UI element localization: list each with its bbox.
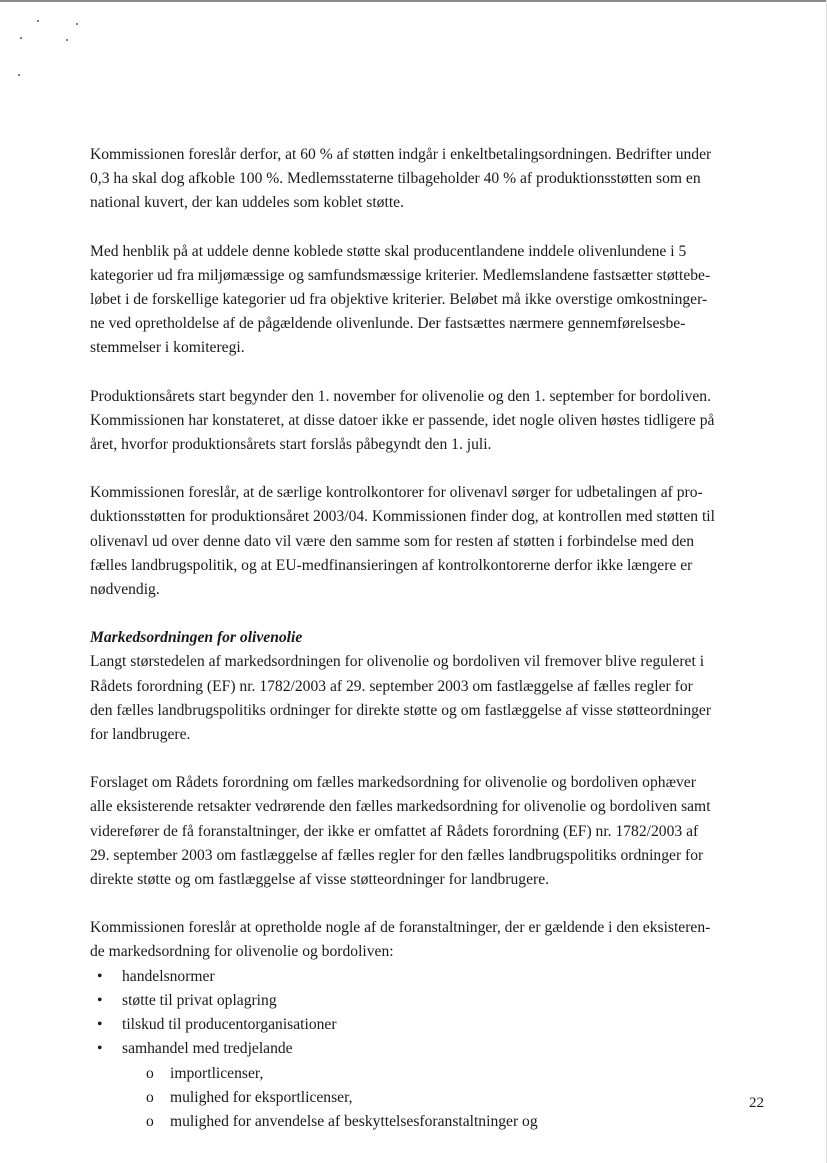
list-item	[90, 965, 770, 989]
section-heading: Markedsordningen for olivenolie	[90, 629, 303, 647]
text-line: Med henblik på at uddele denne koblede støtte skal producentlandene inddele olivenlundene i 5	[90, 242, 687, 260]
sub-bullet-list	[90, 1062, 770, 1135]
bullet-icon: •	[97, 991, 103, 1009]
paragraph-5	[90, 650, 770, 747]
paragraph-6	[90, 771, 770, 892]
text-line: Langt størstedelen af markedsordningen for olivenolie og bordoliven vil fremover blive reguleret i	[90, 653, 705, 671]
scan-speck	[18, 74, 20, 76]
text-line: kategorier ud fra miljømæssige og samfundsmæssige kriterier. Medlemslandene fastsætter støttebe-	[90, 266, 711, 284]
paragraph-3	[90, 385, 770, 458]
scan-speck	[66, 39, 68, 41]
text-line: stemmelser i komiteregi.	[90, 339, 245, 357]
text-line: den fælles landbrugspolitiks ordninger for direkte støtte og om fastlæggelse af visse støtteordninger	[90, 701, 712, 719]
text-line: olivenavl ud over denne dato vil være den samme som for resten af støtten i forbindelse med den	[90, 532, 695, 550]
text-line: ne ved opretholdelse af de pågældende olivenlunde. Der fastsættes nærmere gennemførelsesbe-	[90, 315, 686, 333]
bullet-icon: •	[97, 967, 103, 985]
sub-list-item-text: mulighed for anvendelse af beskyttelsesforanstaltninger og	[170, 1112, 538, 1130]
text-line: direkte støtte og om fastlæggelse af visse støtteordninger for landbrugere.	[90, 871, 550, 889]
scan-speck	[76, 23, 78, 25]
list-item	[90, 989, 770, 1013]
list-item-text: samhandel med tredjelande	[122, 1040, 293, 1058]
page-number: 22	[749, 1095, 764, 1111]
list-item	[90, 1013, 770, 1037]
text-line: Kommissionen har konstateret, at disse datoer ikke er passende, idet nogle oliven høstes tidligere på	[90, 411, 715, 429]
text-line: duktionsstøtten for produktionsåret 2003/04. Kommissionen finder dog, at kontrollen med støtten til	[90, 508, 715, 526]
text-line: fælles landbrugspolitik, og at EU-medfinansieringen af kontrolkontorerne derfor ikke længere er	[90, 556, 693, 574]
scan-speck	[37, 20, 39, 22]
list-item-text: tilskud til producentorganisationer	[122, 1016, 337, 1034]
circle-bullet-icon: o	[146, 1112, 154, 1130]
text-line: Kommissionen foreslår, at de særlige kontrolkontorer for olivenavl sørger for udbetalingen af pro-	[90, 484, 703, 502]
text-line: Kommissionen foreslår at opretholde nogle af de foranstaltninger, der er gældende i den eksisteren-	[90, 919, 711, 937]
text-line: viderefører de få foranstaltninger, der ikke er omfattet af Rådets forordning (EF) nr. 1782/2003 af	[90, 822, 699, 840]
sub-list-item-text: importlicenser,	[170, 1064, 264, 1082]
sub-list-item	[90, 1062, 770, 1086]
sub-list-item	[90, 1086, 770, 1110]
bullet-icon: •	[97, 1016, 103, 1034]
text-line: for landbrugere.	[90, 726, 191, 744]
text-line: året, hvorfor produktionsårets start forslås påbegyndt den 1. juli.	[90, 436, 492, 454]
scan-speck	[20, 37, 22, 39]
paragraph-4	[90, 481, 770, 602]
paragraph-2	[90, 240, 770, 361]
bullet-list	[90, 965, 770, 1062]
text-line: Forslaget om Rådets forordning om fælles markedsordning for olivenolie og bordoliven ophæver	[90, 774, 696, 792]
circle-bullet-icon: o	[146, 1088, 154, 1106]
document-body	[90, 143, 770, 1134]
text-line: Kommissionen foreslår derfor, at 60 % af støtten indgår i enkeltbetalingsordningen. Bedrifter under	[90, 146, 712, 163]
list-item-text: støtte til privat oplagring	[122, 991, 277, 1009]
text-line: Rådets forordning (EF) nr. 1782/2003 af 29. september 2003 om fastlæggelse af fælles regler for	[90, 677, 693, 695]
text-line: 29. september 2003 om fastlæggelse af fælles regler for den fælles landbrugspolitiks ordninger for	[90, 846, 704, 864]
text-line: løbet i de forskellige kategorier ud fra objektive kriterier. Beløbet må ikke overstige omkostninger-	[90, 291, 708, 309]
paragraph-1	[90, 143, 770, 216]
scan-top-edge	[0, 0, 827, 2]
text-line: 0,3 ha skal dog afkoble 100 %. Medlemsstaterne tilbageholder 40 % af produktionsstøtten som en	[90, 170, 701, 188]
text-line: nødvendig.	[90, 581, 160, 599]
sub-list-item-text: mulighed for eksportlicenser,	[170, 1088, 353, 1106]
circle-bullet-icon: o	[146, 1064, 154, 1082]
list-item-text: handelsnormer	[122, 967, 215, 985]
list-item	[90, 1037, 770, 1061]
text-line: de markedsordning for olivenolie og bordoliven:	[90, 943, 394, 961]
text-line: alle eksisterende retsakter vedrørende den fælles markedsordning for olivenolie og bordoliven samt	[90, 798, 711, 816]
bullet-icon: •	[97, 1040, 103, 1058]
text-line: Produktionsårets start begynder den 1. november for olivenolie og den 1. september for bordoliven.	[90, 387, 711, 405]
text-line: national kuvert, der kan uddeles som koblet støtte.	[90, 194, 404, 212]
sub-list-item	[90, 1110, 770, 1134]
paragraph-7	[90, 916, 770, 964]
